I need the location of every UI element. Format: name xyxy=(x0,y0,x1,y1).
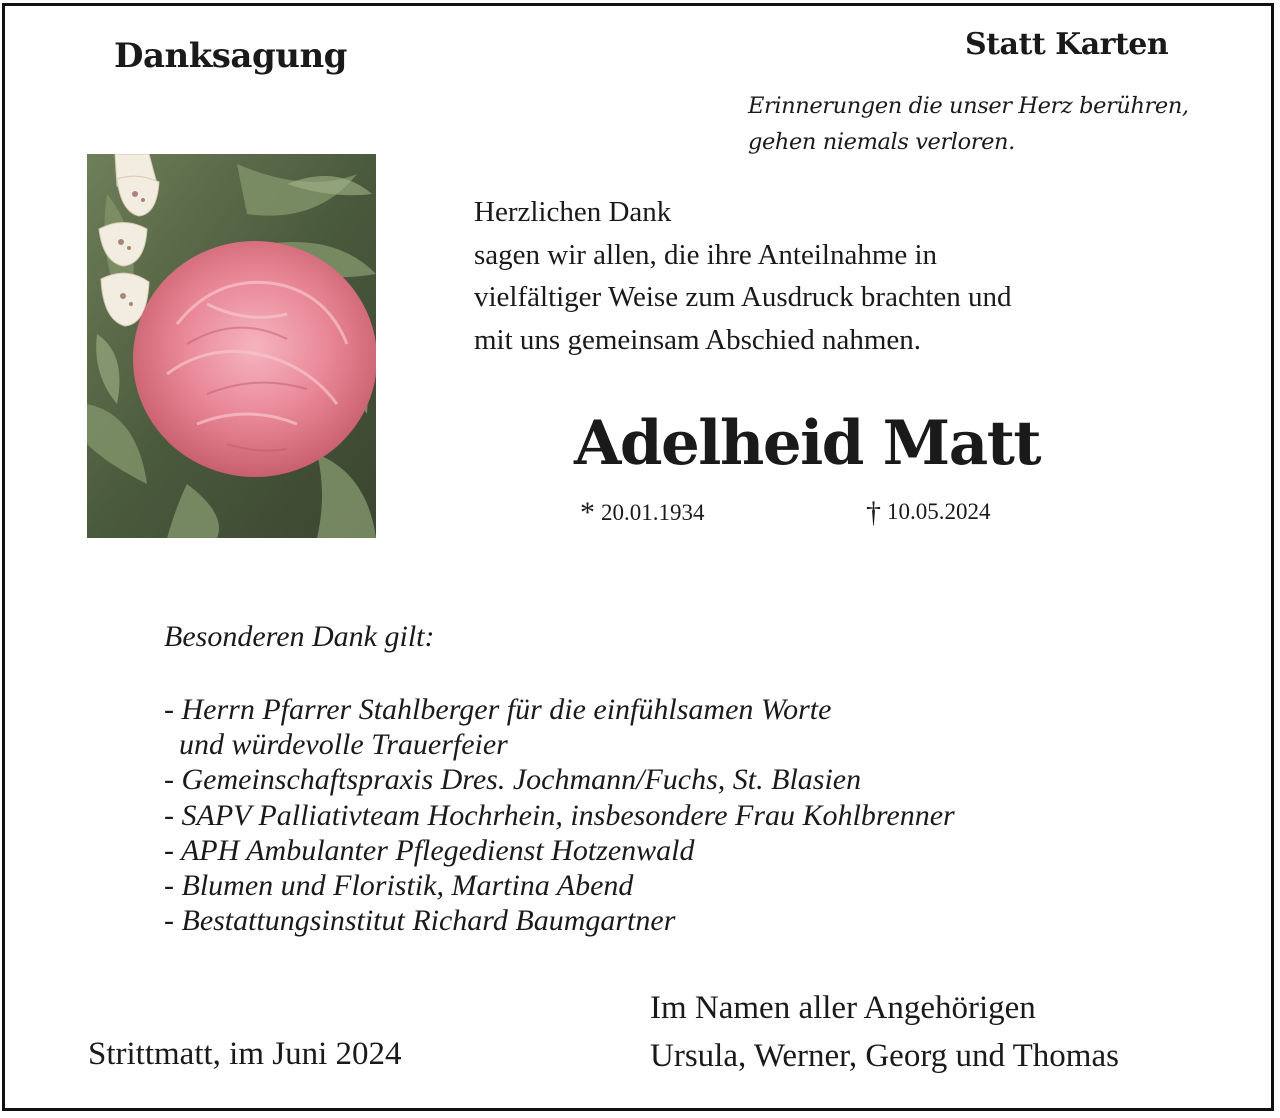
message-line: sagen wir allen, die ihre Anteilnahme in xyxy=(474,238,938,271)
birth-date-value: 20.01.1934 xyxy=(601,500,705,525)
signature-names: Ursula, Werner, Georg und Thomas xyxy=(650,1038,1119,1074)
thanks-message xyxy=(474,191,1012,361)
birth-date xyxy=(580,496,705,530)
list-item: und würdevolle Trauerfeier xyxy=(164,728,508,762)
message-line: vielfältiger Weise zum Ausdruck brachten und xyxy=(474,281,1012,313)
signature-block xyxy=(650,984,1119,1080)
special-thanks-heading: Besonderen Dank gilt: xyxy=(164,620,435,653)
notice-title: Danksagung xyxy=(114,36,347,76)
death-date-value: 10.05.2024 xyxy=(887,499,991,524)
star-icon: * xyxy=(580,496,595,529)
statt-karten-label: Statt Karten xyxy=(965,27,1169,62)
list-item: - SAPV Palliativteam Hochrhein, insbesondere Frau Kohlbrenner xyxy=(164,798,955,832)
quote-line: Erinnerungen die unser Herz berühren, xyxy=(748,93,1189,119)
list-item: - Gemeinschaftspraxis Dres. Jochmann/Fuchs, St. Blasien xyxy=(164,763,862,797)
quote-line: gehen niemals verloren. xyxy=(748,129,1015,155)
death-date xyxy=(866,496,991,530)
signature-line: Im Namen aller Angehörigen xyxy=(650,990,1036,1026)
special-thanks-list xyxy=(164,692,955,938)
memorial-quote xyxy=(748,88,1189,160)
message-line: Herzlichen Dank xyxy=(474,196,672,228)
deceased-name: Adelheid Matt xyxy=(574,408,1041,479)
place-date: Strittmatt, im Juni 2024 xyxy=(88,1036,402,1072)
message-line: mit uns gemeinsam Abschied nahmen. xyxy=(474,323,922,356)
list-item: - Bestattungsinstitut Richard Baumgartner xyxy=(164,904,676,938)
list-item: - Herrn Pfarrer Stahlberger für die einfühlsamen Worte xyxy=(164,693,832,726)
cross-icon: † xyxy=(866,496,881,529)
list-item: - APH Ambulanter Pflegedienst Hotzenwald xyxy=(164,833,695,867)
flower-photo-icon xyxy=(87,154,376,538)
list-item: - Blumen und Floristik, Martina Abend xyxy=(164,869,634,903)
